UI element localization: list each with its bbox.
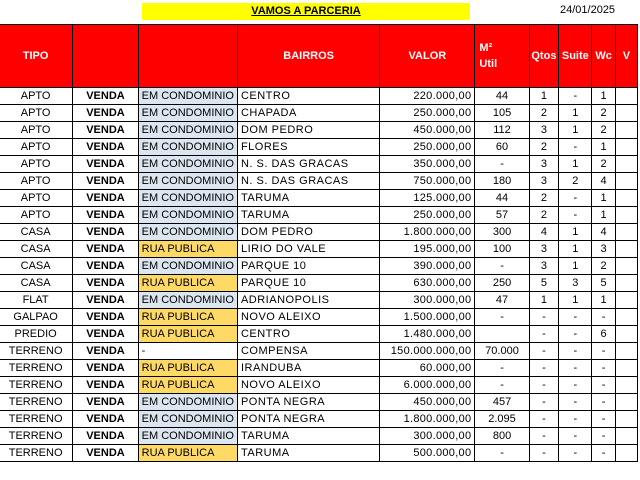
cell-m2[interactable]: 100 xyxy=(475,241,529,258)
cell-v[interactable] xyxy=(615,258,637,275)
cell-qtos[interactable]: - xyxy=(529,377,559,394)
cell-v[interactable] xyxy=(615,309,637,326)
cell-tipo[interactable]: FLAT xyxy=(0,292,73,309)
cell-valor[interactable]: 220.000,00 xyxy=(380,88,475,105)
col-m2-label: M² xyxy=(479,42,493,54)
cell-v[interactable] xyxy=(615,207,637,224)
table-row xyxy=(0,326,638,343)
cell-valor[interactable]: 1.800.000,00 xyxy=(380,224,475,241)
cell-valor[interactable]: 350.000,00 xyxy=(380,156,475,173)
cell-v[interactable] xyxy=(615,343,637,360)
cell-v[interactable] xyxy=(615,224,637,241)
cell-bairro[interactable]: IRANDUBA xyxy=(237,360,379,377)
cell-wc[interactable]: 1 xyxy=(592,292,615,309)
cell-wc[interactable]: 6 xyxy=(592,326,615,343)
cell-m2[interactable]: 250 xyxy=(475,275,529,292)
cell-local[interactable]: EM CONDOMINIO xyxy=(138,156,237,173)
cell-m2[interactable]: 2.095 xyxy=(475,411,529,428)
cell-tipo[interactable]: TERRENO xyxy=(0,377,73,394)
col-local xyxy=(138,25,237,88)
cell-valor[interactable]: 250.000,00 xyxy=(380,139,475,156)
cell-m2[interactable]: 112 xyxy=(475,122,529,139)
cell-negocio[interactable]: VENDA xyxy=(73,139,138,156)
cell-local[interactable]: EM CONDOMINIO xyxy=(138,190,237,207)
cell-m2[interactable]: 105 xyxy=(475,105,529,122)
cell-negocio[interactable]: VENDA xyxy=(73,428,138,445)
cell-local[interactable]: EM CONDOMINIO xyxy=(138,394,237,411)
cell-suite[interactable]: - xyxy=(559,445,592,462)
cell-local[interactable]: EM CONDOMINIO xyxy=(138,173,237,190)
cell-negocio[interactable]: VENDA xyxy=(73,173,138,190)
col-suite: Suite xyxy=(559,25,592,88)
table-row xyxy=(0,343,638,360)
col-bairros: BAIRROS xyxy=(237,25,379,88)
cell-tipo[interactable]: CASA xyxy=(0,224,73,241)
cell-qtos[interactable]: 2 xyxy=(529,207,559,224)
cell-valor[interactable]: 390.000,00 xyxy=(380,258,475,275)
cell-suite[interactable]: - xyxy=(559,190,592,207)
cell-local[interactable]: EM CONDOMINIO xyxy=(138,139,237,156)
cell-valor[interactable]: 1.800.000,00 xyxy=(380,411,475,428)
cell-m2[interactable]: 57 xyxy=(475,207,529,224)
cell-tipo[interactable]: TERRENO xyxy=(0,360,73,377)
cell-wc[interactable]: - xyxy=(592,428,615,445)
cell-v[interactable] xyxy=(615,326,637,343)
cell-v[interactable] xyxy=(615,292,637,309)
cell-m2[interactable]: - xyxy=(475,309,529,326)
cell-negocio[interactable]: VENDA xyxy=(73,343,138,360)
sheet-date: 24/01/2025 xyxy=(560,4,616,16)
cell-local[interactable]: RUA PUBLICA xyxy=(138,360,237,377)
table-row xyxy=(0,360,638,377)
cell-valor[interactable]: 150.000.000,00 xyxy=(380,343,475,360)
cell-qtos[interactable]: - xyxy=(529,309,559,326)
cell-tipo[interactable]: TERRENO xyxy=(0,343,73,360)
cell-bairro[interactable]: PONTA NEGRA xyxy=(237,394,379,411)
cell-bairro[interactable]: ADRIANOPOLIS xyxy=(237,292,379,309)
cell-wc[interactable]: - xyxy=(592,309,615,326)
cell-qtos[interactable]: 3 xyxy=(529,156,559,173)
cell-qtos[interactable]: 5 xyxy=(529,275,559,292)
cell-bairro[interactable]: DOM PEDRO xyxy=(237,122,379,139)
cell-local[interactable]: EM CONDOMINIO xyxy=(138,105,237,122)
cell-wc[interactable]: 4 xyxy=(592,173,615,190)
cell-wc[interactable]: - xyxy=(592,411,615,428)
cell-valor[interactable]: 250.000,00 xyxy=(380,207,475,224)
cell-suite[interactable]: 1 xyxy=(559,258,592,275)
cell-suite[interactable]: - xyxy=(559,394,592,411)
cell-local[interactable]: RUA PUBLICA xyxy=(138,377,237,394)
cell-v[interactable] xyxy=(615,105,637,122)
cell-wc[interactable]: - xyxy=(592,445,615,462)
cell-local[interactable]: EM CONDOMINIO xyxy=(138,258,237,275)
cell-wc[interactable]: 2 xyxy=(592,122,615,139)
cell-qtos[interactable]: - xyxy=(529,360,559,377)
cell-tipo[interactable]: CASA xyxy=(0,258,73,275)
cell-v[interactable] xyxy=(615,275,637,292)
cell-negocio[interactable]: VENDA xyxy=(73,394,138,411)
cell-suite[interactable]: 1 xyxy=(559,224,592,241)
cell-suite[interactable]: 1 xyxy=(559,241,592,258)
cell-v[interactable] xyxy=(615,360,637,377)
col-v: V xyxy=(615,25,637,88)
cell-local[interactable]: EM CONDOMINIO xyxy=(138,292,237,309)
cell-valor[interactable]: 125.000,00 xyxy=(380,190,475,207)
cell-qtos[interactable]: 2 xyxy=(529,139,559,156)
cell-negocio[interactable]: VENDA xyxy=(73,326,138,343)
cell-v[interactable] xyxy=(615,156,637,173)
cell-valor[interactable]: 1.480.000,00 xyxy=(380,326,475,343)
table-row xyxy=(0,428,638,445)
col-util-label: Util xyxy=(479,58,498,70)
cell-bairro[interactable]: CENTRO xyxy=(237,88,379,105)
cell-suite[interactable]: - xyxy=(559,139,592,156)
col-negocio xyxy=(73,25,138,88)
col-m2 xyxy=(475,25,529,88)
cell-negocio[interactable]: VENDA xyxy=(73,360,138,377)
cell-m2[interactable]: 180 xyxy=(475,173,529,190)
cell-negocio[interactable]: VENDA xyxy=(73,411,138,428)
cell-qtos[interactable]: - xyxy=(529,445,559,462)
cell-m2[interactable]: 47 xyxy=(475,292,529,309)
cell-wc[interactable]: 1 xyxy=(592,139,615,156)
cell-local[interactable]: RUA PUBLICA xyxy=(138,309,237,326)
cell-wc[interactable]: 5 xyxy=(592,275,615,292)
cell-valor[interactable]: 6.000.000,00 xyxy=(380,377,475,394)
cell-suite[interactable]: 3 xyxy=(559,275,592,292)
cell-local[interactable]: RUA PUBLICA xyxy=(138,241,237,258)
cell-m2[interactable]: - xyxy=(475,445,529,462)
cell-wc[interactable]: - xyxy=(592,343,615,360)
cell-local[interactable]: EM CONDOMINIO xyxy=(138,88,237,105)
cell-suite[interactable]: 1 xyxy=(559,292,592,309)
cell-valor[interactable]: 1.500.000,00 xyxy=(380,309,475,326)
cell-bairro[interactable]: PONTA NEGRA xyxy=(237,411,379,428)
cell-suite[interactable]: 1 xyxy=(559,122,592,139)
table-row xyxy=(0,156,638,173)
header-row xyxy=(0,25,638,88)
cell-suite[interactable]: - xyxy=(559,343,592,360)
cell-suite[interactable]: - xyxy=(559,411,592,428)
cell-tipo[interactable]: APTO xyxy=(0,105,73,122)
cell-suite[interactable]: - xyxy=(559,88,592,105)
cell-negocio[interactable]: VENDA xyxy=(73,275,138,292)
cell-tipo[interactable]: APTO xyxy=(0,156,73,173)
cell-wc[interactable]: 1 xyxy=(592,88,615,105)
cell-tipo[interactable]: APTO xyxy=(0,122,73,139)
cell-wc[interactable]: 1 xyxy=(592,207,615,224)
cell-negocio[interactable]: VENDA xyxy=(73,122,138,139)
cell-valor[interactable]: 450.000,00 xyxy=(380,122,475,139)
cell-valor[interactable]: 300.000,00 xyxy=(380,428,475,445)
cell-bairro[interactable]: NOVO ALEIXO xyxy=(237,377,379,394)
cell-qtos[interactable]: 1 xyxy=(529,292,559,309)
cell-tipo[interactable]: APTO xyxy=(0,190,73,207)
cell-bairro[interactable]: NOVO ALEIXO xyxy=(237,309,379,326)
cell-bairro[interactable]: PARQUE 10 xyxy=(237,275,379,292)
cell-valor[interactable]: 750.000,00 xyxy=(380,173,475,190)
cell-valor[interactable]: 450.000,00 xyxy=(380,394,475,411)
table-row xyxy=(0,190,638,207)
cell-qtos[interactable]: 1 xyxy=(529,88,559,105)
table-row xyxy=(0,377,638,394)
table-row xyxy=(0,139,638,156)
table-row xyxy=(0,105,638,122)
cell-suite[interactable]: 2 xyxy=(559,173,592,190)
cell-bairro[interactable]: TARUMA xyxy=(237,428,379,445)
table-row xyxy=(0,445,638,462)
table-row xyxy=(0,292,638,309)
cell-suite[interactable]: - xyxy=(559,207,592,224)
table-row xyxy=(0,173,638,190)
cell-tipo[interactable]: TERRENO xyxy=(0,411,73,428)
cell-negocio[interactable]: VENDA xyxy=(73,445,138,462)
cell-v[interactable] xyxy=(615,241,637,258)
cell-negocio[interactable]: VENDA xyxy=(73,88,138,105)
cell-tipo[interactable]: TERRENO xyxy=(0,394,73,411)
cell-v[interactable] xyxy=(615,173,637,190)
cell-local[interactable]: RUA PUBLICA xyxy=(138,445,237,462)
cell-v[interactable] xyxy=(615,428,637,445)
cell-local[interactable]: EM CONDOMINIO xyxy=(138,207,237,224)
cell-local[interactable]: EM CONDOMINIO xyxy=(138,411,237,428)
cell-bairro[interactable]: DOM PEDRO xyxy=(237,224,379,241)
cell-negocio[interactable]: VENDA xyxy=(73,105,138,122)
cell-wc[interactable]: 3 xyxy=(592,241,615,258)
cell-m2[interactable]: - xyxy=(475,377,529,394)
cell-tipo[interactable]: APTO xyxy=(0,139,73,156)
cell-suite[interactable]: - xyxy=(559,377,592,394)
sheet-title: VAMOS A PARCERIA xyxy=(142,3,470,20)
cell-negocio[interactable]: VENDA xyxy=(73,377,138,394)
col-tipo: TIPO xyxy=(0,25,73,88)
cell-qtos[interactable]: - xyxy=(529,394,559,411)
cell-suite[interactable]: - xyxy=(559,360,592,377)
cell-m2[interactable]: 300 xyxy=(475,224,529,241)
cell-v[interactable] xyxy=(615,394,637,411)
cell-wc[interactable]: 1 xyxy=(592,190,615,207)
cell-bairro[interactable]: TARUMA xyxy=(237,207,379,224)
cell-valor[interactable]: 300.000,00 xyxy=(380,292,475,309)
cell-negocio[interactable]: VENDA xyxy=(73,292,138,309)
table-row xyxy=(0,224,638,241)
cell-local[interactable]: RUA PUBLICA xyxy=(138,275,237,292)
cell-qtos[interactable]: 4 xyxy=(529,224,559,241)
cell-suite[interactable]: 1 xyxy=(559,105,592,122)
cell-local[interactable]: EM CONDOMINIO xyxy=(138,224,237,241)
cell-tipo[interactable]: APTO xyxy=(0,173,73,190)
cell-negocio[interactable]: VENDA xyxy=(73,190,138,207)
cell-tipo[interactable]: CASA xyxy=(0,241,73,258)
cell-bairro[interactable]: FLORES xyxy=(237,139,379,156)
cell-qtos[interactable]: 3 xyxy=(529,241,559,258)
cell-m2[interactable]: - xyxy=(475,156,529,173)
cell-wc[interactable]: 2 xyxy=(592,258,615,275)
cell-v[interactable] xyxy=(615,445,637,462)
cell-tipo[interactable]: GALPAO xyxy=(0,309,73,326)
cell-bairro[interactable]: N. S. DAS GRACAS xyxy=(237,173,379,190)
table-row xyxy=(0,394,638,411)
cell-bairro[interactable]: COMPENSA xyxy=(237,343,379,360)
cell-m2[interactable]: 44 xyxy=(475,190,529,207)
cell-m2[interactable]: - xyxy=(475,258,529,275)
table-row xyxy=(0,309,638,326)
cell-wc[interactable]: - xyxy=(592,394,615,411)
cell-qtos[interactable]: - xyxy=(529,326,559,343)
col-qtos: Qtos xyxy=(529,25,559,88)
cell-wc[interactable]: 2 xyxy=(592,156,615,173)
cell-qtos[interactable]: - xyxy=(529,411,559,428)
table-row xyxy=(0,411,638,428)
cell-tipo[interactable]: APTO xyxy=(0,88,73,105)
table-row xyxy=(0,241,638,258)
cell-valor[interactable]: 500.000,00 xyxy=(380,445,475,462)
cell-valor[interactable]: 60.000,00 xyxy=(380,360,475,377)
cell-qtos[interactable]: - xyxy=(529,343,559,360)
table-row xyxy=(0,122,638,139)
cell-m2[interactable]: 44 xyxy=(475,88,529,105)
cell-v[interactable] xyxy=(615,88,637,105)
cell-wc[interactable]: - xyxy=(592,377,615,394)
col-valor: VALOR xyxy=(380,25,475,88)
cell-m2[interactable]: - xyxy=(475,360,529,377)
cell-local[interactable]: EM CONDOMINIO xyxy=(138,122,237,139)
cell-m2[interactable]: 70.000 xyxy=(475,343,529,360)
cell-tipo[interactable]: APTO xyxy=(0,207,73,224)
cell-wc[interactable]: 4 xyxy=(592,224,615,241)
cell-bairro[interactable]: TARUMA xyxy=(237,190,379,207)
cell-negocio[interactable]: VENDA xyxy=(73,224,138,241)
cell-v[interactable] xyxy=(615,190,637,207)
cell-bairro[interactable]: LIRIO DO VALE xyxy=(237,241,379,258)
cell-local[interactable]: EM CONDOMINIO xyxy=(138,428,237,445)
cell-qtos[interactable]: 3 xyxy=(529,173,559,190)
cell-tipo[interactable]: TERRENO xyxy=(0,428,73,445)
col-wc: Wc xyxy=(592,25,615,88)
cell-valor[interactable]: 630.000,00 xyxy=(380,275,475,292)
cell-m2[interactable]: 60 xyxy=(475,139,529,156)
cell-v[interactable] xyxy=(615,139,637,156)
cell-wc[interactable]: 2 xyxy=(592,105,615,122)
cell-suite[interactable]: - xyxy=(559,428,592,445)
cell-bairro[interactable]: N. S. DAS GRACAS xyxy=(237,156,379,173)
cell-local[interactable]: - xyxy=(138,343,237,360)
cell-local[interactable]: RUA PUBLICA xyxy=(138,326,237,343)
table-row xyxy=(0,207,638,224)
cell-suite[interactable]: 1 xyxy=(559,156,592,173)
cell-suite[interactable]: - xyxy=(559,309,592,326)
cell-qtos[interactable]: 3 xyxy=(529,258,559,275)
cell-tipo[interactable]: CASA xyxy=(0,275,73,292)
cell-m2[interactable] xyxy=(475,326,529,343)
cell-qtos[interactable]: 2 xyxy=(529,190,559,207)
table-row xyxy=(0,275,638,292)
cell-tipo[interactable]: TERRENO xyxy=(0,445,73,462)
cell-negocio[interactable]: VENDA xyxy=(73,207,138,224)
cell-v[interactable] xyxy=(615,122,637,139)
cell-m2[interactable]: 457 xyxy=(475,394,529,411)
cell-m2[interactable]: 800 xyxy=(475,428,529,445)
cell-tipo[interactable]: PREDIO xyxy=(0,326,73,343)
listings-table xyxy=(0,24,638,462)
cell-v[interactable] xyxy=(615,411,637,428)
cell-qtos[interactable]: 2 xyxy=(529,105,559,122)
cell-suite[interactable]: - xyxy=(559,326,592,343)
table-row xyxy=(0,258,638,275)
cell-bairro[interactable]: PARQUE 10 xyxy=(237,258,379,275)
cell-qtos[interactable]: - xyxy=(529,428,559,445)
table-row xyxy=(0,88,638,105)
cell-qtos[interactable]: 3 xyxy=(529,122,559,139)
cell-negocio[interactable]: VENDA xyxy=(73,241,138,258)
cell-wc[interactable]: - xyxy=(592,360,615,377)
cell-bairro[interactable]: TARUMA xyxy=(237,445,379,462)
cell-negocio[interactable]: VENDA xyxy=(73,156,138,173)
cell-valor[interactable]: 250.000,00 xyxy=(380,105,475,122)
cell-bairro[interactable]: CENTRO xyxy=(237,326,379,343)
cell-valor[interactable]: 195.000,00 xyxy=(380,241,475,258)
cell-bairro[interactable]: CHAPADA xyxy=(237,105,379,122)
table-body xyxy=(0,88,638,462)
cell-negocio[interactable]: VENDA xyxy=(73,258,138,275)
cell-v[interactable] xyxy=(615,377,637,394)
cell-negocio[interactable]: VENDA xyxy=(73,309,138,326)
